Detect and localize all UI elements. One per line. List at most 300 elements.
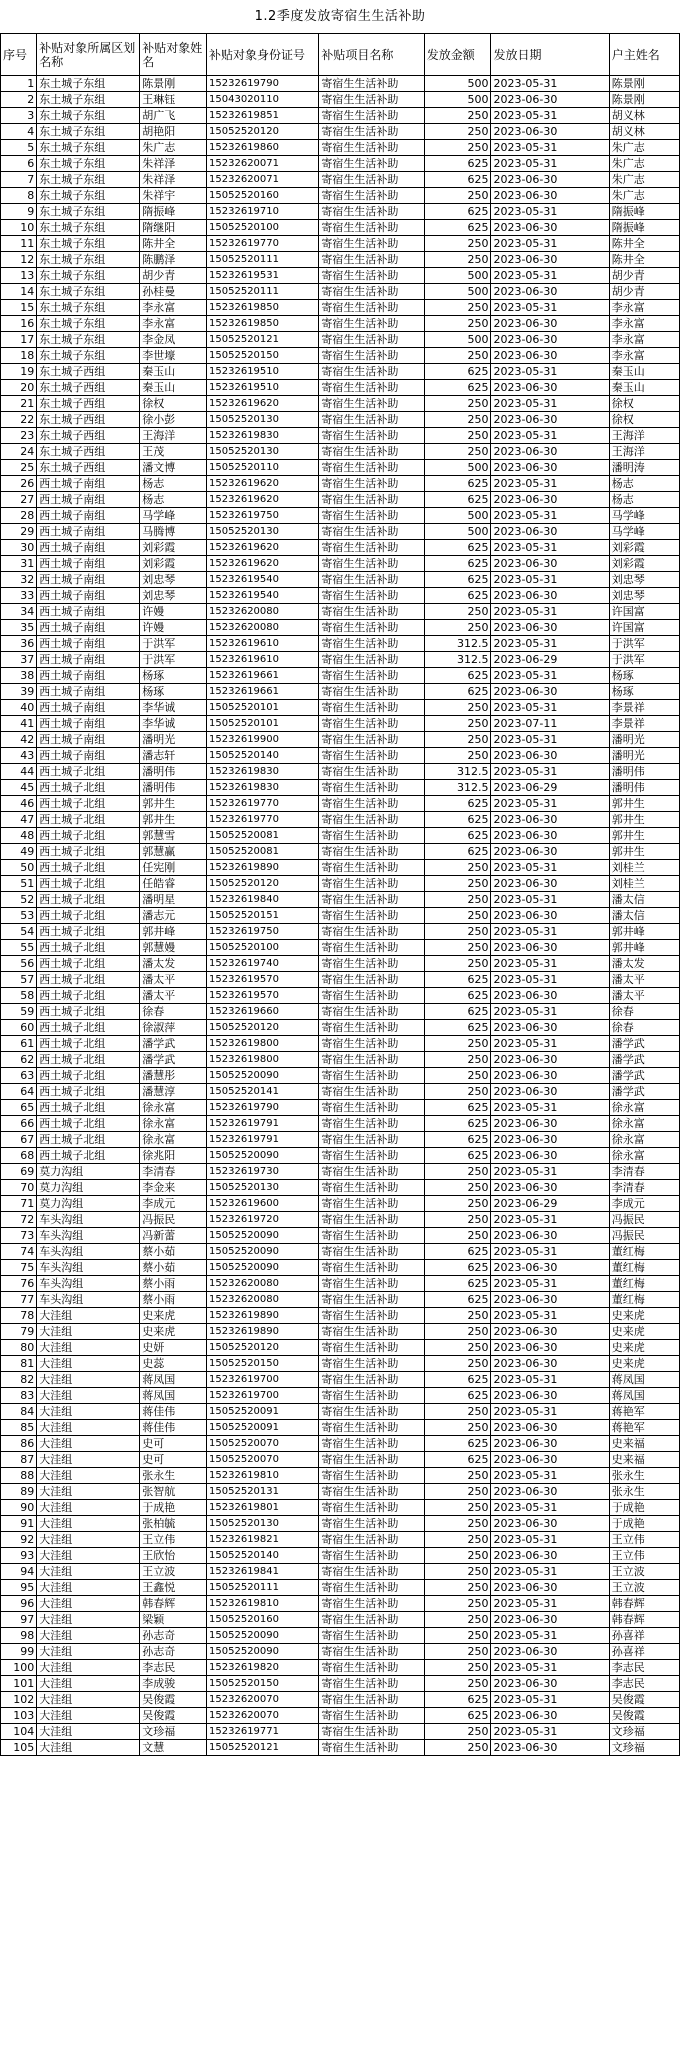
cell-amount[interactable]: 250 xyxy=(424,1580,491,1596)
cell-id[interactable]: 15232620071 xyxy=(207,172,319,188)
cell-area[interactable]: 东土城子东组 xyxy=(37,348,140,364)
cell-household[interactable]: 于成艳 xyxy=(609,1516,679,1532)
cell-amount[interactable]: 500 xyxy=(424,508,491,524)
cell-area[interactable]: 西土城子南组 xyxy=(37,588,140,604)
cell-name[interactable]: 胡少青 xyxy=(140,268,207,284)
cell-item[interactable]: 寄宿生生活补助 xyxy=(319,940,424,956)
cell-amount[interactable]: 250 xyxy=(424,604,491,620)
cell-item[interactable]: 寄宿生生活补助 xyxy=(319,1708,424,1724)
cell-area[interactable]: 西土城子北组 xyxy=(37,972,140,988)
cell-name[interactable]: 李成骏 xyxy=(140,1676,207,1692)
cell-item[interactable]: 寄宿生生活补助 xyxy=(319,732,424,748)
cell-id[interactable]: 15232619850 xyxy=(207,316,319,332)
cell-seq[interactable]: 21 xyxy=(1,396,37,412)
cell-name[interactable]: 李世壕 xyxy=(140,348,207,364)
cell-seq[interactable]: 30 xyxy=(1,540,37,556)
cell-item[interactable]: 寄宿生生活补助 xyxy=(319,1628,424,1644)
cell-seq[interactable]: 67 xyxy=(1,1132,37,1148)
cell-area[interactable]: 西土城子北组 xyxy=(37,1148,140,1164)
cell-seq[interactable]: 98 xyxy=(1,1628,37,1644)
cell-name[interactable]: 史可 xyxy=(140,1452,207,1468)
cell-name[interactable]: 胡广飞 xyxy=(140,108,207,124)
cell-household[interactable]: 史来虎 xyxy=(609,1356,679,1372)
cell-date[interactable]: 2023-06-30 xyxy=(491,1052,609,1068)
cell-seq[interactable]: 1 xyxy=(1,76,37,92)
cell-name[interactable]: 韩春辉 xyxy=(140,1596,207,1612)
cell-amount[interactable]: 625 xyxy=(424,1148,491,1164)
cell-amount[interactable]: 625 xyxy=(424,476,491,492)
cell-name[interactable]: 王立波 xyxy=(140,1564,207,1580)
cell-amount[interactable]: 500 xyxy=(424,76,491,92)
cell-amount[interactable]: 625 xyxy=(424,812,491,828)
cell-seq[interactable]: 48 xyxy=(1,828,37,844)
cell-seq[interactable]: 28 xyxy=(1,508,37,524)
cell-date[interactable]: 2023-06-29 xyxy=(491,780,609,796)
cell-seq[interactable]: 55 xyxy=(1,940,37,956)
cell-item[interactable]: 寄宿生生活补助 xyxy=(319,1420,424,1436)
cell-seq[interactable]: 51 xyxy=(1,876,37,892)
cell-amount[interactable]: 250 xyxy=(424,956,491,972)
cell-item[interactable]: 寄宿生生活补助 xyxy=(319,1308,424,1324)
cell-name[interactable]: 史蕊 xyxy=(140,1356,207,1372)
cell-area[interactable]: 大洼组 xyxy=(37,1356,140,1372)
cell-id[interactable]: 15052520151 xyxy=(207,908,319,924)
cell-name[interactable]: 王海洋 xyxy=(140,428,207,444)
cell-date[interactable]: 2023-06-30 xyxy=(491,1548,609,1564)
cell-item[interactable]: 寄宿生生活补助 xyxy=(319,1580,424,1596)
cell-household[interactable]: 李景祥 xyxy=(609,716,679,732)
cell-id[interactable]: 15232619771 xyxy=(207,1724,319,1740)
cell-area[interactable]: 东土城子西组 xyxy=(37,460,140,476)
cell-item[interactable]: 寄宿生生活补助 xyxy=(319,604,424,620)
cell-seq[interactable]: 31 xyxy=(1,556,37,572)
cell-household[interactable]: 潘学武 xyxy=(609,1036,679,1052)
cell-amount[interactable]: 250 xyxy=(424,412,491,428)
cell-household[interactable]: 胡少青 xyxy=(609,284,679,300)
cell-amount[interactable]: 625 xyxy=(424,492,491,508)
cell-date[interactable]: 2023-05-31 xyxy=(491,1596,609,1612)
cell-date[interactable]: 2023-06-30 xyxy=(491,1356,609,1372)
cell-date[interactable]: 2023-05-31 xyxy=(491,396,609,412)
cell-area[interactable]: 西土城子北组 xyxy=(37,1132,140,1148)
cell-name[interactable]: 刘彩霞 xyxy=(140,540,207,556)
cell-area[interactable]: 大洼组 xyxy=(37,1388,140,1404)
cell-seq[interactable]: 44 xyxy=(1,764,37,780)
cell-area[interactable]: 西土城子北组 xyxy=(37,1100,140,1116)
cell-amount[interactable]: 625 xyxy=(424,572,491,588)
cell-amount[interactable]: 312.5 xyxy=(424,636,491,652)
cell-area[interactable]: 西土城子北组 xyxy=(37,780,140,796)
cell-date[interactable]: 2023-05-31 xyxy=(491,364,609,380)
cell-date[interactable]: 2023-06-30 xyxy=(491,1484,609,1500)
cell-household[interactable]: 徐春 xyxy=(609,1004,679,1020)
cell-name[interactable]: 刘忠琴 xyxy=(140,572,207,588)
cell-amount[interactable]: 625 xyxy=(424,1292,491,1308)
cell-seq[interactable]: 104 xyxy=(1,1724,37,1740)
cell-date[interactable]: 2023-06-30 xyxy=(491,1148,609,1164)
cell-name[interactable]: 潘明光 xyxy=(140,732,207,748)
cell-item[interactable]: 寄宿生生活补助 xyxy=(319,428,424,444)
cell-household[interactable]: 吴俊霞 xyxy=(609,1692,679,1708)
cell-item[interactable]: 寄宿生生活补助 xyxy=(319,1724,424,1740)
cell-seq[interactable]: 22 xyxy=(1,412,37,428)
cell-date[interactable]: 2023-06-30 xyxy=(491,876,609,892)
cell-seq[interactable]: 72 xyxy=(1,1212,37,1228)
cell-name[interactable]: 徐权 xyxy=(140,396,207,412)
cell-seq[interactable]: 35 xyxy=(1,620,37,636)
cell-household[interactable]: 马学峰 xyxy=(609,524,679,540)
cell-id[interactable]: 15232619620 xyxy=(207,396,319,412)
cell-id[interactable]: 15052520070 xyxy=(207,1436,319,1452)
cell-amount[interactable]: 250 xyxy=(424,1036,491,1052)
cell-date[interactable]: 2023-06-30 xyxy=(491,1260,609,1276)
cell-item[interactable]: 寄宿生生活补助 xyxy=(319,956,424,972)
cell-name[interactable]: 李金来 xyxy=(140,1180,207,1196)
cell-amount[interactable]: 500 xyxy=(424,332,491,348)
cell-seq[interactable]: 50 xyxy=(1,860,37,876)
cell-amount[interactable]: 625 xyxy=(424,828,491,844)
cell-amount[interactable]: 250 xyxy=(424,908,491,924)
cell-area[interactable]: 西土城子北组 xyxy=(37,956,140,972)
cell-id[interactable]: 15232619790 xyxy=(207,1100,319,1116)
cell-seq[interactable]: 89 xyxy=(1,1484,37,1500)
cell-household[interactable]: 刘忠琴 xyxy=(609,572,679,588)
cell-household[interactable]: 郭井峰 xyxy=(609,940,679,956)
cell-household[interactable]: 郭井生 xyxy=(609,796,679,812)
cell-household[interactable]: 李志民 xyxy=(609,1660,679,1676)
cell-household[interactable]: 隋振峰 xyxy=(609,220,679,236)
cell-name[interactable]: 刘忠琴 xyxy=(140,588,207,604)
cell-seq[interactable]: 17 xyxy=(1,332,37,348)
cell-amount[interactable]: 250 xyxy=(424,348,491,364)
cell-item[interactable]: 寄宿生生活补助 xyxy=(319,972,424,988)
cell-household[interactable]: 隋振峰 xyxy=(609,204,679,220)
cell-name[interactable]: 文珍福 xyxy=(140,1724,207,1740)
cell-amount[interactable]: 250 xyxy=(424,700,491,716)
cell-amount[interactable]: 625 xyxy=(424,220,491,236)
cell-amount[interactable]: 250 xyxy=(424,1564,491,1580)
cell-id[interactable]: 15232619890 xyxy=(207,1324,319,1340)
cell-household[interactable]: 韩春辉 xyxy=(609,1596,679,1612)
cell-amount[interactable]: 250 xyxy=(424,444,491,460)
cell-amount[interactable]: 250 xyxy=(424,124,491,140)
cell-seq[interactable]: 26 xyxy=(1,476,37,492)
cell-id[interactable]: 15232619750 xyxy=(207,924,319,940)
cell-household[interactable]: 刘桂兰 xyxy=(609,860,679,876)
cell-area[interactable]: 西土城子北组 xyxy=(37,844,140,860)
cell-id[interactable]: 15052520100 xyxy=(207,220,319,236)
cell-name[interactable]: 马腾博 xyxy=(140,524,207,540)
cell-name[interactable]: 蒋凤国 xyxy=(140,1372,207,1388)
cell-item[interactable]: 寄宿生生活补助 xyxy=(319,1148,424,1164)
cell-area[interactable]: 西土城子南组 xyxy=(37,572,140,588)
cell-item[interactable]: 寄宿生生活补助 xyxy=(319,220,424,236)
cell-household[interactable]: 朱广志 xyxy=(609,140,679,156)
cell-item[interactable]: 寄宿生生活补助 xyxy=(319,988,424,1004)
cell-item[interactable]: 寄宿生生活补助 xyxy=(319,1596,424,1612)
cell-id[interactable]: 15052520130 xyxy=(207,1516,319,1532)
cell-amount[interactable]: 250 xyxy=(424,1532,491,1548)
cell-date[interactable]: 2023-05-31 xyxy=(491,668,609,684)
cell-seq[interactable]: 80 xyxy=(1,1340,37,1356)
cell-item[interactable]: 寄宿生生活补助 xyxy=(319,1692,424,1708)
cell-date[interactable]: 2023-05-31 xyxy=(491,1004,609,1020)
cell-area[interactable]: 大洼组 xyxy=(37,1644,140,1660)
cell-item[interactable]: 寄宿生生活补助 xyxy=(319,1020,424,1036)
cell-household[interactable]: 朱广志 xyxy=(609,156,679,172)
cell-seq[interactable]: 68 xyxy=(1,1148,37,1164)
cell-name[interactable]: 孙志奇 xyxy=(140,1628,207,1644)
cell-area[interactable]: 莫力沟组 xyxy=(37,1164,140,1180)
cell-date[interactable]: 2023-05-31 xyxy=(491,636,609,652)
cell-amount[interactable]: 625 xyxy=(424,796,491,812)
cell-item[interactable]: 寄宿生生活补助 xyxy=(319,1660,424,1676)
cell-name[interactable]: 潘明星 xyxy=(140,892,207,908)
cell-id[interactable]: 15052520090 xyxy=(207,1644,319,1660)
cell-seq[interactable]: 58 xyxy=(1,988,37,1004)
cell-household[interactable]: 朱广志 xyxy=(609,172,679,188)
cell-seq[interactable]: 39 xyxy=(1,684,37,700)
cell-area[interactable]: 大洼组 xyxy=(37,1324,140,1340)
cell-amount[interactable]: 625 xyxy=(424,1692,491,1708)
cell-household[interactable]: 于洪军 xyxy=(609,636,679,652)
cell-area[interactable]: 西土城子北组 xyxy=(37,812,140,828)
cell-id[interactable]: 15232619890 xyxy=(207,1308,319,1324)
cell-household[interactable]: 李景祥 xyxy=(609,700,679,716)
cell-amount[interactable]: 625 xyxy=(424,1276,491,1292)
cell-date[interactable]: 2023-06-30 xyxy=(491,284,609,300)
cell-item[interactable]: 寄宿生生活补助 xyxy=(319,924,424,940)
cell-item[interactable]: 寄宿生生活补助 xyxy=(319,268,424,284)
cell-id[interactable]: 15232619610 xyxy=(207,652,319,668)
cell-date[interactable]: 2023-07-11 xyxy=(491,716,609,732)
cell-amount[interactable]: 625 xyxy=(424,684,491,700)
cell-amount[interactable]: 250 xyxy=(424,1420,491,1436)
cell-id[interactable]: 15232620070 xyxy=(207,1692,319,1708)
cell-amount[interactable]: 250 xyxy=(424,716,491,732)
cell-name[interactable]: 徐永富 xyxy=(140,1100,207,1116)
cell-area[interactable]: 西土城子南组 xyxy=(37,716,140,732)
cell-area[interactable]: 西土城子南组 xyxy=(37,668,140,684)
cell-name[interactable]: 任皓睿 xyxy=(140,876,207,892)
cell-id[interactable]: 15052520120 xyxy=(207,1340,319,1356)
cell-name[interactable]: 陈井全 xyxy=(140,236,207,252)
cell-seq[interactable]: 92 xyxy=(1,1532,37,1548)
cell-household[interactable]: 刘桂兰 xyxy=(609,876,679,892)
cell-household[interactable]: 马学峰 xyxy=(609,508,679,524)
cell-seq[interactable]: 25 xyxy=(1,460,37,476)
cell-date[interactable]: 2023-06-30 xyxy=(491,1340,609,1356)
cell-household[interactable]: 郭井峰 xyxy=(609,924,679,940)
cell-id[interactable]: 15052520090 xyxy=(207,1228,319,1244)
cell-seq[interactable]: 38 xyxy=(1,668,37,684)
cell-id[interactable]: 15232619900 xyxy=(207,732,319,748)
cell-id[interactable]: 15052520140 xyxy=(207,1548,319,1564)
cell-name[interactable]: 史来虎 xyxy=(140,1324,207,1340)
cell-seq[interactable]: 54 xyxy=(1,924,37,940)
cell-id[interactable]: 15232619700 xyxy=(207,1388,319,1404)
cell-seq[interactable]: 16 xyxy=(1,316,37,332)
cell-date[interactable]: 2023-05-31 xyxy=(491,860,609,876)
cell-date[interactable]: 2023-05-31 xyxy=(491,476,609,492)
cell-name[interactable]: 潘太发 xyxy=(140,956,207,972)
cell-name[interactable]: 潘慧淳 xyxy=(140,1084,207,1100)
cell-area[interactable]: 西土城子北组 xyxy=(37,1068,140,1084)
cell-date[interactable]: 2023-06-30 xyxy=(491,1068,609,1084)
cell-name[interactable]: 杨琢 xyxy=(140,684,207,700)
cell-id[interactable]: 15052520131 xyxy=(207,1484,319,1500)
cell-item[interactable]: 寄宿生生活补助 xyxy=(319,508,424,524)
cell-household[interactable]: 董红梅 xyxy=(609,1260,679,1276)
cell-name[interactable]: 郭慧赢 xyxy=(140,844,207,860)
cell-amount[interactable]: 625 xyxy=(424,1388,491,1404)
cell-seq[interactable]: 19 xyxy=(1,364,37,380)
cell-seq[interactable]: 4 xyxy=(1,124,37,140)
cell-date[interactable]: 2023-06-30 xyxy=(491,1116,609,1132)
cell-amount[interactable]: 250 xyxy=(424,188,491,204)
cell-amount[interactable]: 250 xyxy=(424,1340,491,1356)
cell-household[interactable]: 蒋凤国 xyxy=(609,1388,679,1404)
cell-area[interactable]: 大洼组 xyxy=(37,1372,140,1388)
cell-amount[interactable]: 250 xyxy=(424,748,491,764)
cell-area[interactable]: 东土城子东组 xyxy=(37,156,140,172)
cell-amount[interactable]: 250 xyxy=(424,1660,491,1676)
cell-household[interactable]: 史来虎 xyxy=(609,1324,679,1340)
cell-item[interactable]: 寄宿生生活补助 xyxy=(319,1484,424,1500)
cell-household[interactable]: 潘明伟 xyxy=(609,780,679,796)
cell-area[interactable]: 西土城子北组 xyxy=(37,828,140,844)
cell-date[interactable]: 2023-05-31 xyxy=(491,700,609,716)
cell-household[interactable]: 于成艳 xyxy=(609,1500,679,1516)
cell-seq[interactable]: 74 xyxy=(1,1244,37,1260)
cell-id[interactable]: 15232619710 xyxy=(207,204,319,220)
cell-seq[interactable]: 97 xyxy=(1,1612,37,1628)
cell-area[interactable]: 大洼组 xyxy=(37,1308,140,1324)
cell-item[interactable]: 寄宿生生活补助 xyxy=(319,188,424,204)
cell-household[interactable]: 冯振民 xyxy=(609,1228,679,1244)
cell-area[interactable]: 西土城子北组 xyxy=(37,1116,140,1132)
cell-date[interactable]: 2023-06-30 xyxy=(491,316,609,332)
cell-item[interactable]: 寄宿生生活补助 xyxy=(319,1228,424,1244)
cell-name[interactable]: 许嫚 xyxy=(140,620,207,636)
cell-household[interactable]: 潘学武 xyxy=(609,1084,679,1100)
cell-area[interactable]: 西土城子南组 xyxy=(37,620,140,636)
cell-name[interactable]: 潘学武 xyxy=(140,1036,207,1052)
cell-amount[interactable]: 625 xyxy=(424,364,491,380)
cell-name[interactable]: 蔡小雨 xyxy=(140,1292,207,1308)
cell-id[interactable]: 15232619860 xyxy=(207,140,319,156)
cell-seq[interactable]: 101 xyxy=(1,1676,37,1692)
cell-name[interactable]: 孙志奇 xyxy=(140,1644,207,1660)
cell-household[interactable]: 陈井全 xyxy=(609,252,679,268)
cell-seq[interactable]: 61 xyxy=(1,1036,37,1052)
cell-id[interactable]: 15232619810 xyxy=(207,1596,319,1612)
cell-household[interactable]: 张永生 xyxy=(609,1484,679,1500)
cell-date[interactable]: 2023-05-31 xyxy=(491,956,609,972)
cell-date[interactable]: 2023-05-31 xyxy=(491,1500,609,1516)
cell-name[interactable]: 许嫚 xyxy=(140,604,207,620)
cell-household[interactable]: 李志民 xyxy=(609,1676,679,1692)
cell-name[interactable]: 史妍 xyxy=(140,1340,207,1356)
cell-date[interactable]: 2023-06-30 xyxy=(491,524,609,540)
cell-id[interactable]: 15232619610 xyxy=(207,636,319,652)
cell-seq[interactable]: 29 xyxy=(1,524,37,540)
cell-date[interactable]: 2023-06-30 xyxy=(491,188,609,204)
cell-amount[interactable]: 312.5 xyxy=(424,652,491,668)
cell-id[interactable]: 15232619620 xyxy=(207,540,319,556)
cell-item[interactable]: 寄宿生生活补助 xyxy=(319,204,424,220)
cell-area[interactable]: 西土城子南组 xyxy=(37,700,140,716)
cell-date[interactable]: 2023-06-29 xyxy=(491,652,609,668)
cell-area[interactable]: 西土城子南组 xyxy=(37,524,140,540)
cell-id[interactable]: 15052520081 xyxy=(207,844,319,860)
cell-household[interactable]: 胡义林 xyxy=(609,124,679,140)
cell-area[interactable]: 东土城子东组 xyxy=(37,140,140,156)
cell-item[interactable]: 寄宿生生活补助 xyxy=(319,1548,424,1564)
cell-date[interactable]: 2023-05-31 xyxy=(491,1628,609,1644)
cell-date[interactable]: 2023-05-31 xyxy=(491,540,609,556)
cell-id[interactable]: 15232619510 xyxy=(207,364,319,380)
cell-id[interactable]: 15232619740 xyxy=(207,956,319,972)
cell-id[interactable]: 15232620070 xyxy=(207,1708,319,1724)
cell-name[interactable]: 李成元 xyxy=(140,1196,207,1212)
cell-seq[interactable]: 14 xyxy=(1,284,37,300)
cell-amount[interactable]: 250 xyxy=(424,1404,491,1420)
cell-household[interactable]: 潘太平 xyxy=(609,972,679,988)
cell-amount[interactable]: 250 xyxy=(424,1724,491,1740)
cell-area[interactable]: 西土城子南组 xyxy=(37,556,140,572)
cell-name[interactable]: 王立伟 xyxy=(140,1532,207,1548)
cell-name[interactable]: 冯新蕾 xyxy=(140,1228,207,1244)
cell-name[interactable]: 冯振民 xyxy=(140,1212,207,1228)
cell-id[interactable]: 15052520150 xyxy=(207,1676,319,1692)
cell-date[interactable]: 2023-06-30 xyxy=(491,1516,609,1532)
cell-name[interactable]: 蒋佳伟 xyxy=(140,1404,207,1420)
cell-seq[interactable]: 105 xyxy=(1,1740,37,1756)
cell-item[interactable]: 寄宿生生活补助 xyxy=(319,92,424,108)
cell-amount[interactable]: 250 xyxy=(424,1644,491,1660)
cell-date[interactable]: 2023-06-30 xyxy=(491,940,609,956)
cell-area[interactable]: 车头沟组 xyxy=(37,1260,140,1276)
cell-seq[interactable]: 12 xyxy=(1,252,37,268)
cell-name[interactable]: 郭井生 xyxy=(140,796,207,812)
cell-seq[interactable]: 20 xyxy=(1,380,37,396)
cell-item[interactable]: 寄宿生生活补助 xyxy=(319,348,424,364)
cell-name[interactable]: 蔡小茹 xyxy=(140,1260,207,1276)
cell-date[interactable]: 2023-06-30 xyxy=(491,1020,609,1036)
cell-household[interactable]: 刘忠琴 xyxy=(609,588,679,604)
cell-date[interactable]: 2023-06-30 xyxy=(491,1420,609,1436)
cell-area[interactable]: 西土城子北组 xyxy=(37,764,140,780)
cell-name[interactable]: 徐春 xyxy=(140,1004,207,1020)
cell-id[interactable]: 15232619540 xyxy=(207,572,319,588)
cell-name[interactable]: 李志民 xyxy=(140,1660,207,1676)
cell-household[interactable]: 徐春 xyxy=(609,1020,679,1036)
cell-seq[interactable]: 23 xyxy=(1,428,37,444)
cell-amount[interactable]: 250 xyxy=(424,428,491,444)
cell-household[interactable]: 潘太平 xyxy=(609,988,679,1004)
cell-seq[interactable]: 37 xyxy=(1,652,37,668)
cell-id[interactable]: 15232619570 xyxy=(207,972,319,988)
cell-date[interactable]: 2023-06-30 xyxy=(491,988,609,1004)
cell-name[interactable]: 文慧 xyxy=(140,1740,207,1756)
cell-name[interactable]: 吴俊霞 xyxy=(140,1708,207,1724)
cell-amount[interactable]: 625 xyxy=(424,1436,491,1452)
cell-item[interactable]: 寄宿生生活补助 xyxy=(319,668,424,684)
cell-item[interactable]: 寄宿生生活补助 xyxy=(319,764,424,780)
cell-amount[interactable]: 625 xyxy=(424,1132,491,1148)
cell-item[interactable]: 寄宿生生活补助 xyxy=(319,700,424,716)
